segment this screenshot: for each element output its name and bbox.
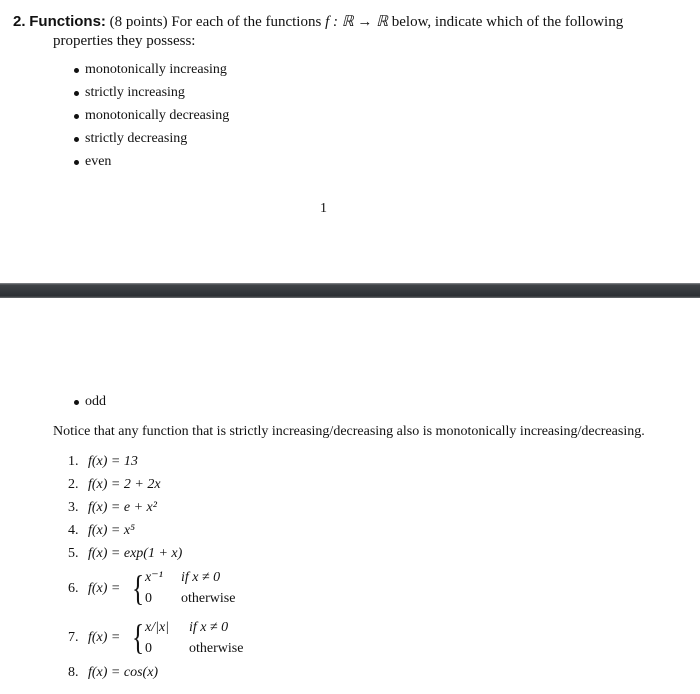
bullet-icon	[74, 91, 79, 96]
page-divider	[0, 283, 700, 298]
property-item: monotonically increasing	[85, 62, 227, 77]
case-condition: otherwise	[181, 591, 236, 606]
left-brace-icon: {	[132, 617, 145, 657]
note-text: Notice that any function that is strictly increasing/decreasing also is monotonically increasing/decreasing.	[53, 424, 645, 439]
function-number: 8.	[68, 665, 79, 680]
case-value: x⁻¹	[145, 570, 163, 585]
property-item: strictly decreasing	[85, 131, 188, 146]
function-number: 7.	[68, 630, 79, 645]
problem-intro-line2: properties they possess:	[53, 33, 196, 49]
problem-header	[13, 13, 623, 31]
function-expr: f(x) = e + x²	[88, 500, 157, 515]
function-expr: f(x) = exp(1 + x)	[88, 546, 183, 561]
function-expr: f(x) = x⁵	[88, 523, 135, 538]
case-value: 0	[145, 641, 152, 656]
problem-intro-pre: For each of the functions	[171, 14, 322, 30]
problem-number: 2.	[13, 13, 26, 30]
case-condition: if x ≠ 0	[189, 620, 229, 635]
property-item: even	[85, 154, 112, 169]
page-number: 1	[320, 201, 327, 216]
bullet-icon	[74, 400, 79, 405]
property-item: odd	[85, 394, 106, 409]
property-item: monotonically decreasing	[85, 108, 230, 123]
case-value: x/|x|	[145, 620, 170, 635]
function-expr: f(x) = 2 + 2x	[88, 477, 161, 492]
function-number: 6.	[68, 581, 79, 596]
property-item: strictly increasing	[85, 85, 185, 100]
case-condition: if x ≠ 0	[181, 570, 221, 585]
function-number: 2.	[68, 477, 79, 492]
function-number: 3.	[68, 500, 79, 515]
function-number: 5.	[68, 546, 79, 561]
problem-intro-post: below, indicate which of the following	[391, 14, 624, 30]
bullet-icon	[74, 68, 79, 73]
problem-points: (8 points)	[109, 14, 168, 30]
function-signature: f : ℝ → ℝ	[325, 14, 388, 30]
function-number: 4.	[68, 523, 79, 538]
function-lhs: f(x) =	[88, 581, 121, 596]
bullet-icon	[74, 137, 79, 142]
function-expr: f(x) = 13	[88, 454, 138, 469]
function-lhs: f(x) =	[88, 630, 121, 645]
case-condition: otherwise	[189, 641, 244, 656]
function-number: 1.	[68, 454, 79, 469]
problem-title: Functions:	[29, 13, 106, 30]
case-value: 0	[145, 591, 152, 606]
function-expr: f(x) = cos(x)	[88, 665, 159, 680]
bullet-icon	[74, 114, 79, 119]
left-brace-icon: {	[132, 568, 145, 608]
bullet-icon	[74, 160, 79, 165]
